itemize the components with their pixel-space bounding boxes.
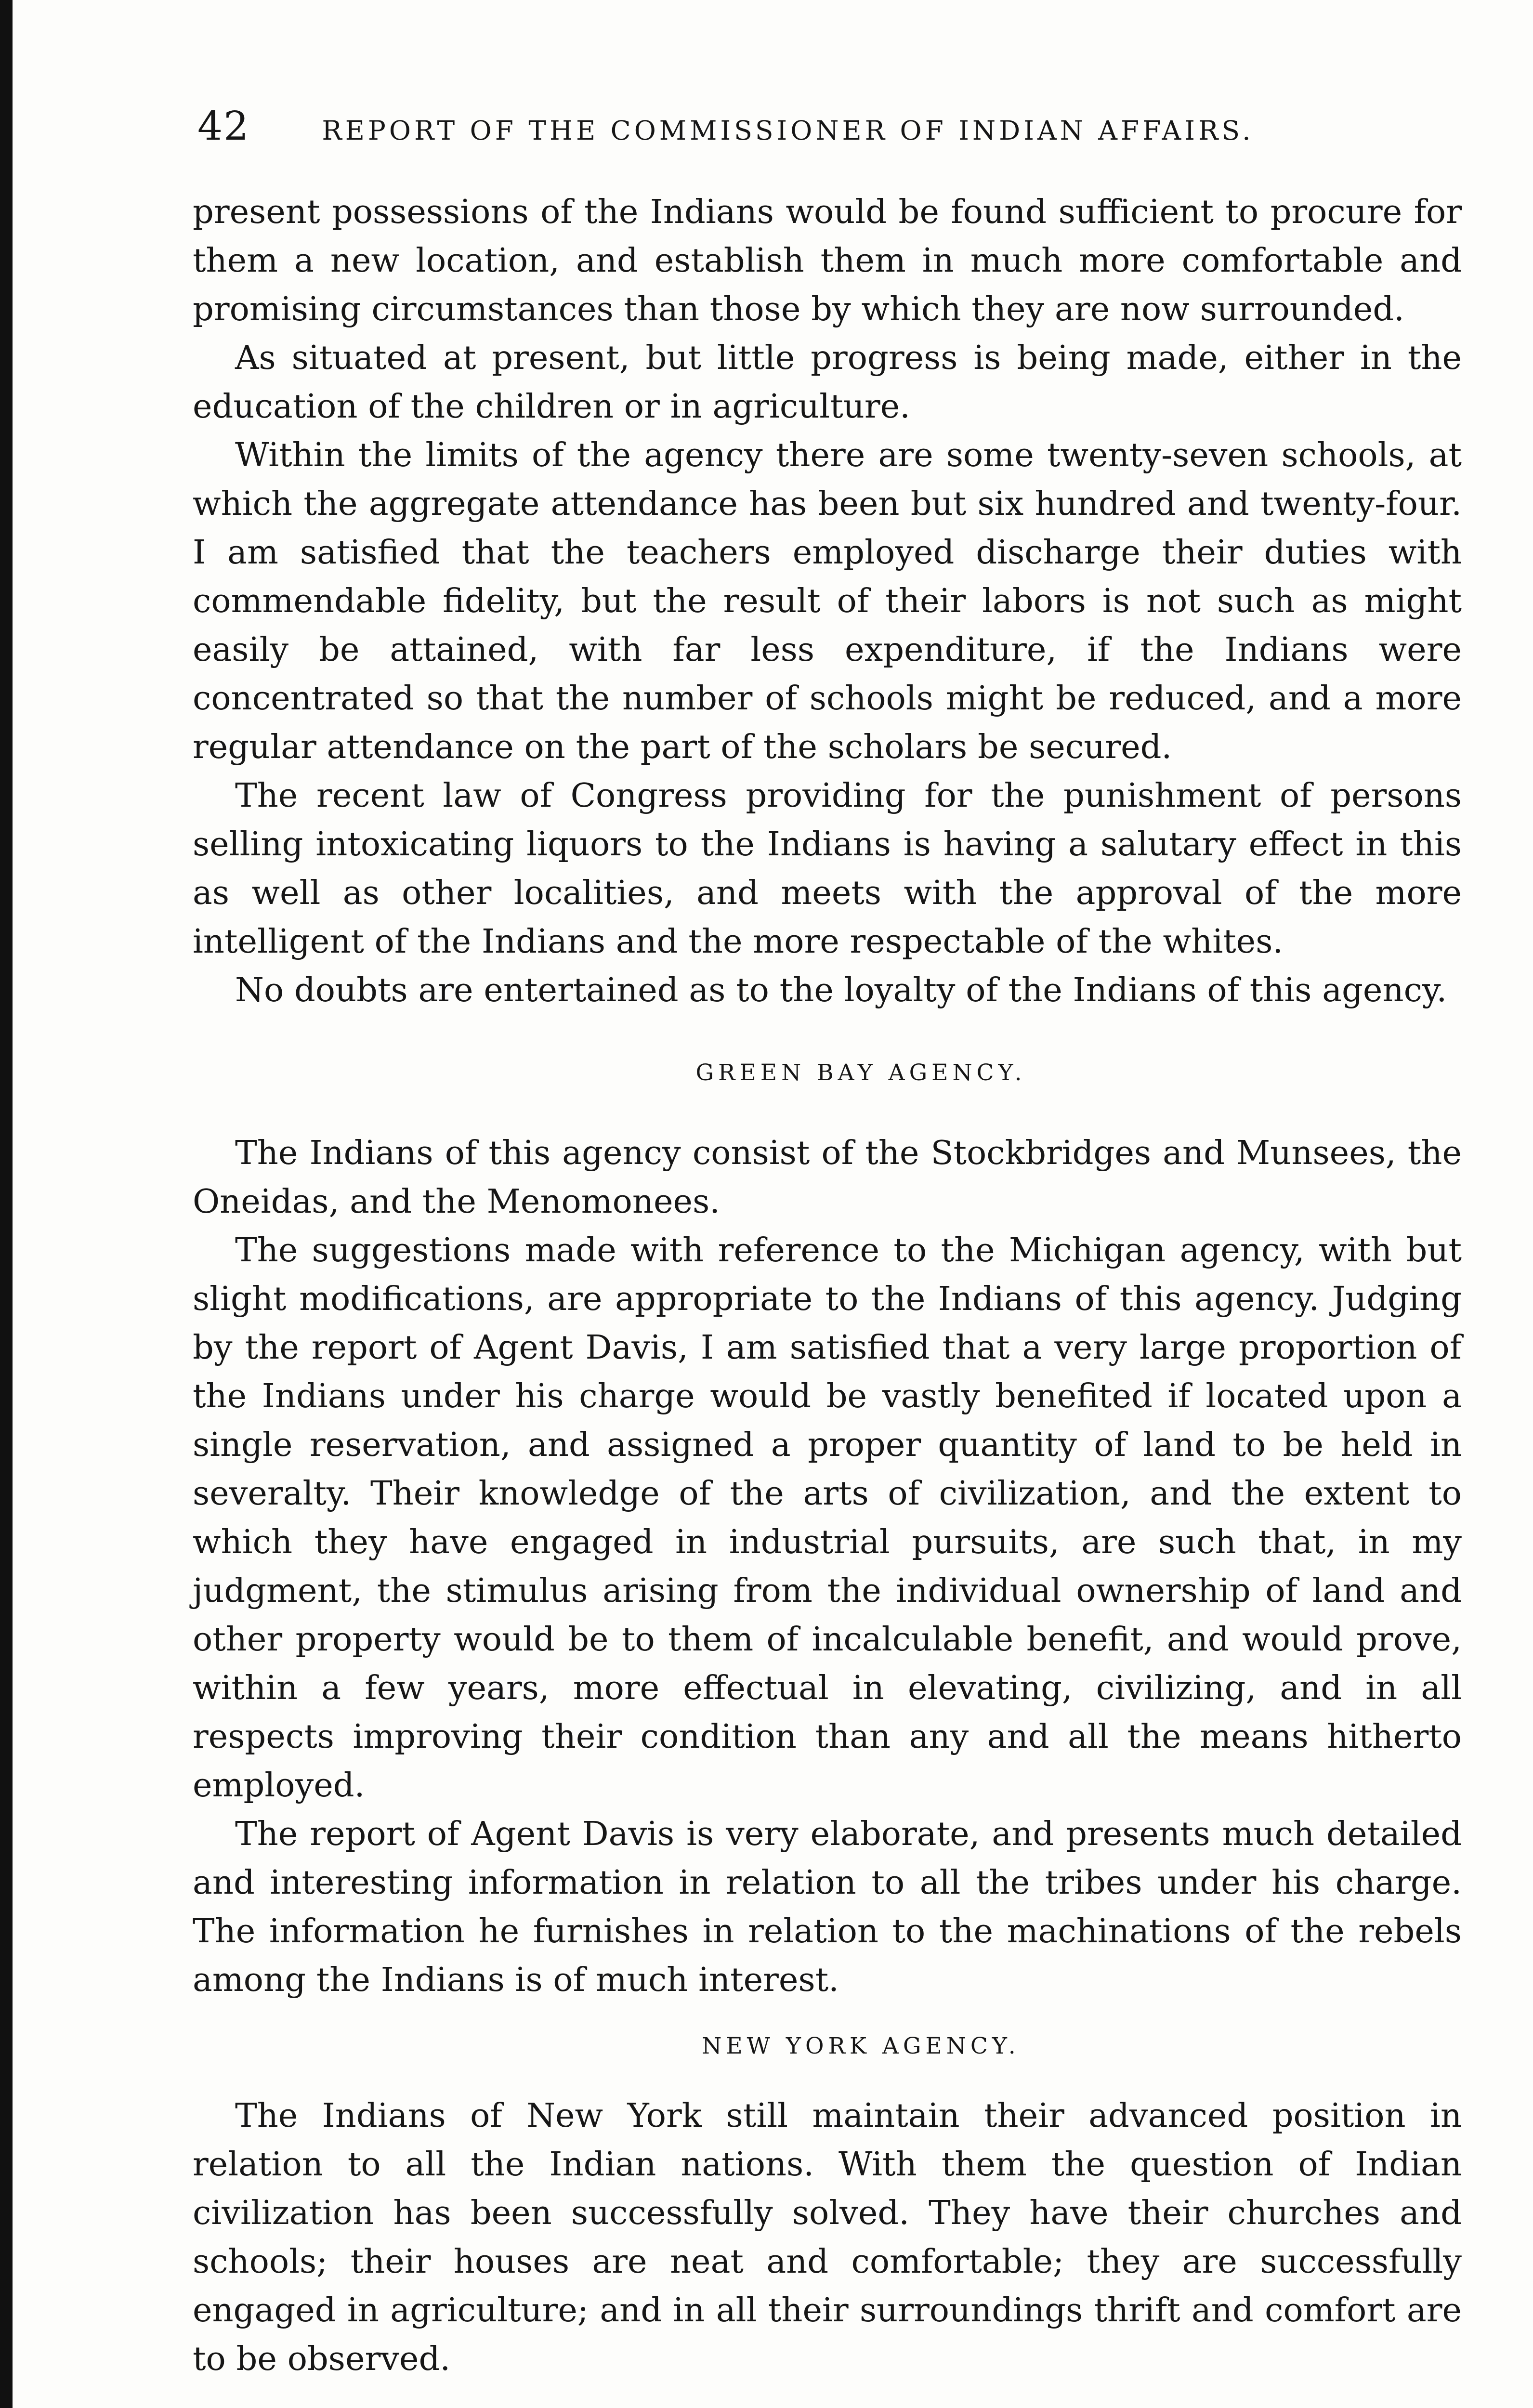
paragraph: The suggestions made with reference to the Michigan agency, with but slight modifications, are appropriate to the Indians of this agency. Judging by the report of Agent Davis, I am satisfied that a very large proportion of the Indians under his charge would be vastly benefited if located upon a single reservation, and assigned a proper quantity of land to be held in severalty. Their knowledge of the arts of civilization, and the extent to which they have engaged in industrial pursuits, are such that, in my judgment, the stimulus arising from the individual ownership of land and other property would be to them of incalculable benefit, and would prove, within a few years, more effectual in elevating, civilizing, and in all respects improving their condition than any and all the means hitherto employed.	[193, 1231, 1462, 1805]
paragraph: The recent law of Congress providing for the punishment of persons selling intoxicating liquors to the Indians is having a salutary effect in this as well as other localities, and meets with the approval of the more intelligent of the Indians and the more respectable of the whites.	[193, 776, 1462, 961]
paragraph: No doubts are entertained as to the loyalty of the Indians of this agency.	[235, 971, 1447, 1009]
paragraph: The Indians of this agency consist of the Stockbridges and Munsees, the Oneidas, and the Menomonees.	[193, 1134, 1462, 1221]
scan-border-left	[0, 0, 13, 2408]
paragraph: The Indians of New York still maintain their advanced position in relation to all the Indian nations. With them the question of Indian civilization has been successfully solved. They have their churches and schools; their houses are neat and comfortable; they are successfully engaged in agriculture; and in all their surroundings thrift and comfort are to be observed.	[193, 2096, 1462, 2378]
section-heading-green-bay: GREEN BAY AGENCY.	[695, 1060, 1026, 1086]
running-head: REPORT OF THE COMMISSIONER OF INDIAN AFFAIRS.	[322, 115, 1254, 146]
paragraph: Within the limits of the agency there are some twenty-seven schools, at which the aggregate attendance has been but six hundred and twenty-four. I am satisfied that the teachers employed discharge their duties with commendable fidelity, but the result of their labors is not such as might easily be attained, with far less expenditure, if the Indians were concentrated so that the number of schools might be reduced, and a more regular attendance on the part of the scholars be secured.	[193, 436, 1462, 766]
page-header	[197, 104, 1353, 161]
paragraph: present possessions of the Indians would be found sufficient to procure for them a new location, and establish them in much more comfortable and promising circumstances than those by which they are now surrounded.	[193, 193, 1462, 328]
body-text	[193, 188, 1462, 2383]
section-heading-new-york: NEW YORK AGENCY.	[702, 2033, 1020, 2059]
paragraph: As situated at present, but little progress is being made, either in the education of the children or in agriculture.	[193, 339, 1462, 426]
paragraph: The report of Agent Davis is very elaborate, and presents much detailed and interesting information in relation to all the tribes under his charge. The information he furnishes in relation to the machinations of the rebels among the Indians is of much interest.	[193, 1815, 1462, 1999]
page-number: 42	[197, 104, 250, 149]
